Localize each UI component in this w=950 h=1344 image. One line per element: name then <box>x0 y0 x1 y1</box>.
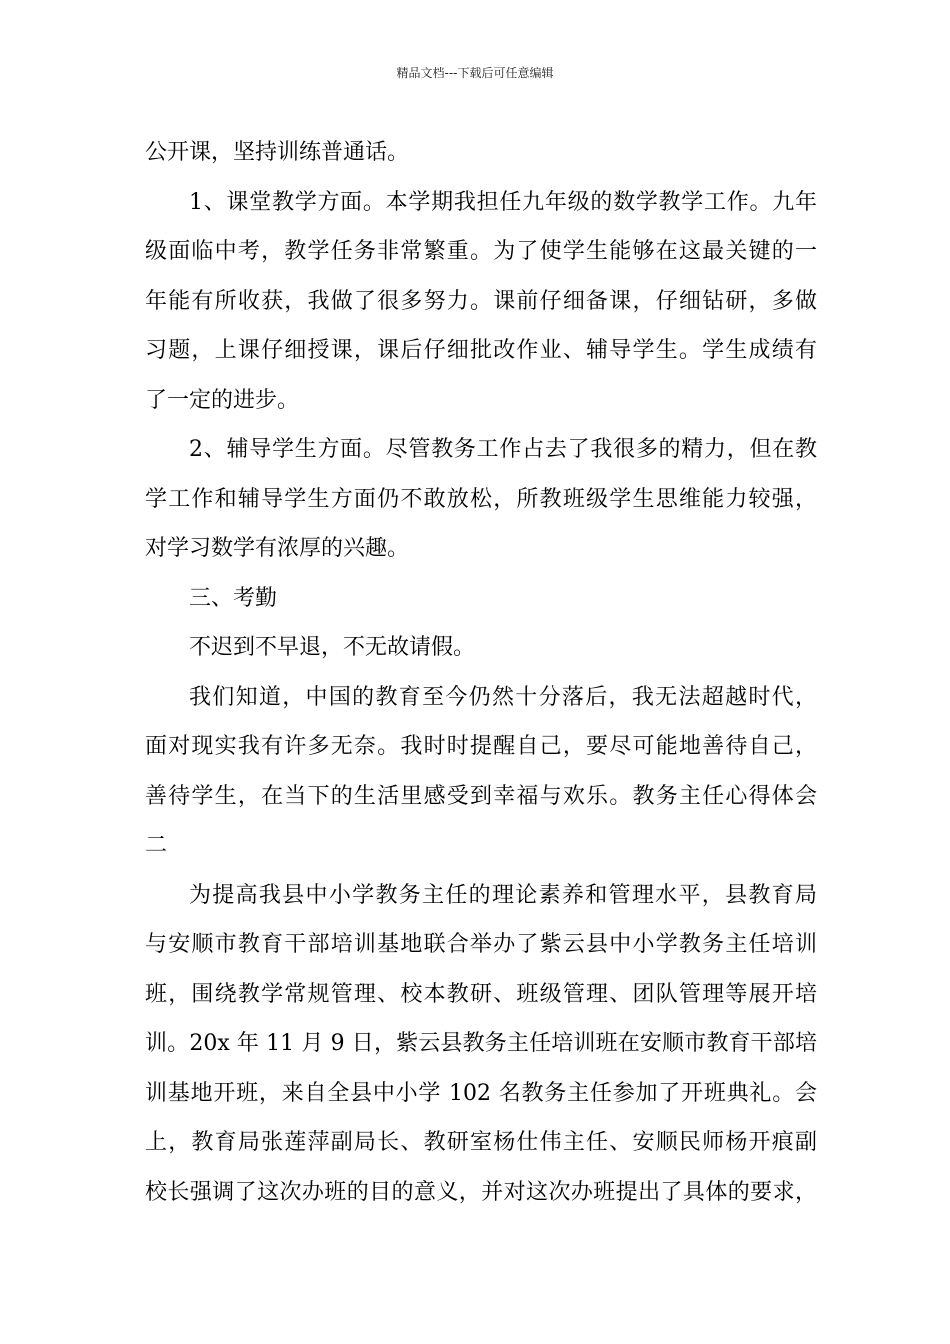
text-line: 训基地开班，来自全县中小学 102 名教务主任参加了开班典礼。会 <box>145 1080 817 1106</box>
text-line: 为提高我县中小学教务主任的理论素养和管理水平，县教育局 <box>189 882 817 908</box>
text-line: 不迟到不早退，不无故请假。 <box>189 635 476 660</box>
text-line: 对学习数学有浓厚的兴趣。 <box>145 536 410 561</box>
text-line: 1、课堂教学方面。本学期我担任九年级的数学教学工作。九年 <box>189 189 817 215</box>
text-line: 班，围绕教学常规管理、校本教研、班级管理、团队管理等展开培 <box>145 981 817 1007</box>
text-line: 级面临中考，教学任务非常繁重。为了使学生能够在这最关键的一 <box>145 239 817 264</box>
text-line: 上，教育局张莲萍副局长、教研室杨仕伟主任、安顺民师杨开痕副 <box>145 1130 817 1155</box>
text-line: 二 <box>145 833 168 858</box>
section-heading: 三、考勤 <box>189 585 278 611</box>
text-line: 2、辅导学生方面。尽管教务工作占去了我很多的精力，但在教 <box>189 437 817 462</box>
text-line: 善待学生，在当下的生活里感受到幸福与欢乐。教务主任心得体会 <box>145 783 817 809</box>
document-body <box>145 128 817 1217</box>
text-line: 了一定的进步。 <box>145 387 300 413</box>
page-header: 精品文档---下载后可任意编辑 <box>396 66 554 80</box>
text-line: 年能有所收获，我做了很多努力。课前仔细备课，仔细钻研，多做 <box>145 288 817 314</box>
text-line: 训。20x 年 11 月 9 日，紫云县教务主任培训班在安顺市教育干部培 <box>145 1031 817 1056</box>
text-line: 公开课，坚持训练普通话。 <box>145 140 410 165</box>
text-line: 与安顺市教育干部培训基地联合举办了紫云县中小学教务主任培训 <box>145 932 817 957</box>
text-line: 面对现实我有许多无奈。我时时提醒自己，要尽可能地善待自己， <box>145 734 817 759</box>
text-line: 学工作和辅导学生方面仍不敢放松，所教班级学生思维能力较强， <box>145 486 817 512</box>
text-line: 校长强调了这次办班的目的意义，并对这次办班提出了具体的要求， <box>145 1179 817 1205</box>
text-line: 我们知道，中国的教育至今仍然十分落后，我无法超越时代， <box>189 684 817 710</box>
text-line: 习题，上课仔细授课，课后仔细批改作业、辅导学生。学生成绩有 <box>145 338 817 363</box>
